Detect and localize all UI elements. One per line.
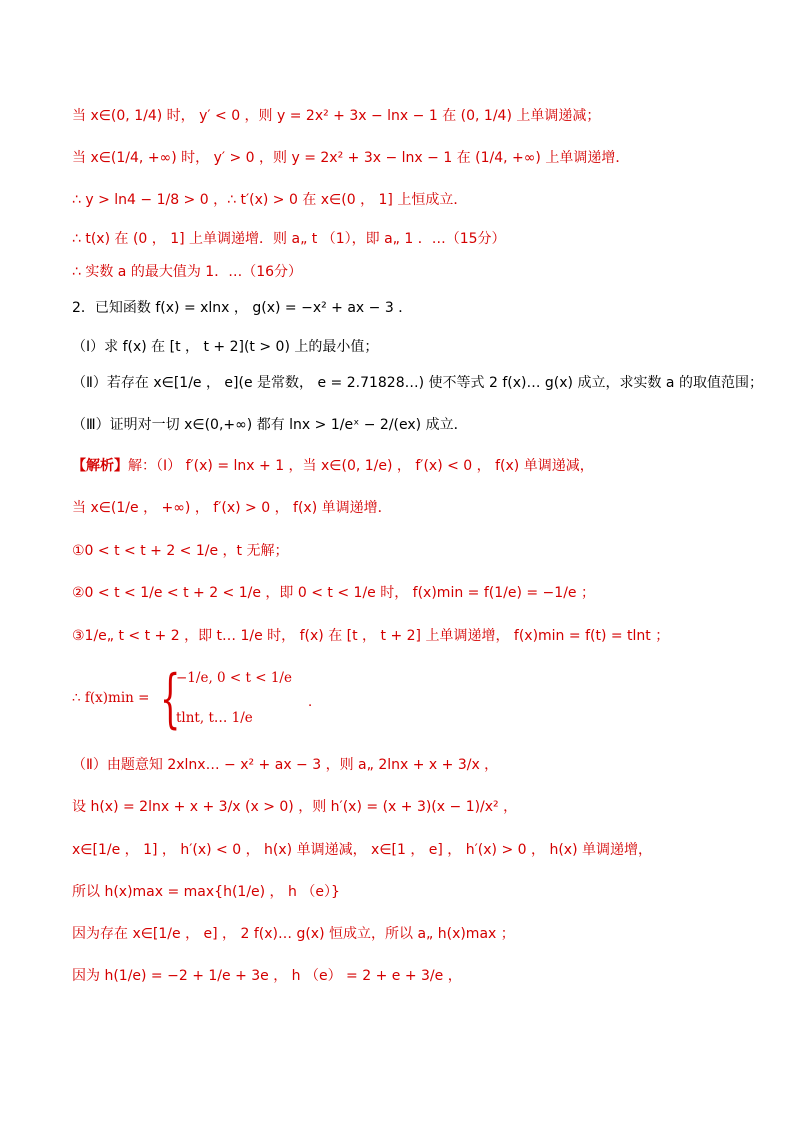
text-line: 当 x∈(0, 1/4) 时， y′ < 0 ，则 y = 2x² + 3x − lnx − 1 在 (0, 1/4) 上单调递减； bbox=[72, 108, 601, 124]
case-3-line: ③1/e„ t < t + 2 ，即 t… 1/e 时， f(x) 在 [t ， t + 2] 上单调递增， f(x)min = f(t) = tlnt ； bbox=[72, 628, 670, 644]
problem-statement: 2．已知函数 f(x) = xlnx ， g(x) = −x² + ax − 3 ． bbox=[72, 300, 413, 316]
text-line: ∴ 实数 a 的最大值为 1．…（16分） bbox=[72, 264, 303, 280]
text-line: 当 x∈(1/4, +∞) 时， y′ > 0 ，则 y = 2x² + 3x − lnx − 1 在 (1/4, +∞) 上单调递增． bbox=[72, 150, 630, 166]
text-line: 所以 h(x)max = max{h(1/e) ， h （e）} bbox=[72, 884, 340, 900]
text-line: x∈[1/e ， 1] ， h′(x) < 0 ， h(x) 单调递减， x∈[1 ， e] ， h′(x) > 0 ， h(x) 单调递增， bbox=[72, 842, 652, 858]
text-line: 当 x∈(1/e ， +∞) ， f′(x) > 0 ， f(x) 单调递增． bbox=[72, 500, 392, 516]
case-2-line: ②0 < t < 1/e < t + 2 < 1/e ，即 0 < t < 1/e 时， f(x)min = f(1/e) = −1/e ； bbox=[72, 585, 595, 601]
text-line: 设 h(x) = 2lnx + x + 3/x (x > 0) ，则 h′(x) = (x + 3)(x − 1)/x² ， bbox=[72, 799, 518, 815]
piecewise-result bbox=[72, 660, 372, 740]
solution-heading-line bbox=[72, 456, 754, 476]
text-line: ∴ y > ln4 − 1/8 > 0 ，∴ t′(x) > 0 在 x∈(0 ， 1] 上恒成立． bbox=[72, 192, 468, 208]
text-line: 因为存在 x∈[1/e ， e] ， 2 f(x)… g(x) 恒成立，所以 a„ h(x)max ； bbox=[72, 926, 515, 942]
piecewise-case-2: tlnt, t… 1/e bbox=[176, 710, 253, 726]
brace-glyph: { bbox=[160, 662, 181, 736]
question-1: （Ⅰ）求 f(x) 在 [t ， t + 2](t > 0) 上的最小值； bbox=[72, 339, 379, 355]
question-3: （Ⅲ）证明对一切 x∈(0,+∞) 都有 lnx > 1/eˣ − 2/(ex) 成立． bbox=[72, 417, 468, 433]
question-2: （Ⅱ）若存在 x∈[1/e ， e](e 是常数， e = 2.71828…) 使不等式 2 f(x)… g(x) 成立，求实数 a 的取值范围； bbox=[72, 375, 763, 391]
piecewise-lead: ∴ f(x)min = bbox=[72, 690, 150, 706]
analysis-tag: 【解析】 bbox=[72, 458, 128, 474]
text-line: （Ⅱ）由题意知 2xlnx… − x² + ax − 3 ，则 a„ 2lnx + x + 3/x ， bbox=[72, 757, 499, 773]
text-line: 解：（Ⅰ） f′(x) = lnx + 1 ，当 x∈(0, 1/e) ， f′(x) < 0 ， f(x) 单调递减， bbox=[128, 458, 594, 474]
text-line: 因为 h(1/e) = −2 + 1/e + 3e ， h （e） = 2 + e + 3/e ， bbox=[72, 968, 462, 984]
case-1-line: ①0 < t < t + 2 < 1/e ，t 无解； bbox=[72, 543, 289, 559]
piecewise-case-1: −1/e, 0 < t < 1/e bbox=[176, 670, 292, 686]
text-line: ∴ t(x) 在 (0 ， 1] 上单调递增．则 a„ t （1），即 a„ 1 ．…（15分） bbox=[72, 231, 506, 247]
piecewise-tail: ． bbox=[308, 694, 322, 710]
